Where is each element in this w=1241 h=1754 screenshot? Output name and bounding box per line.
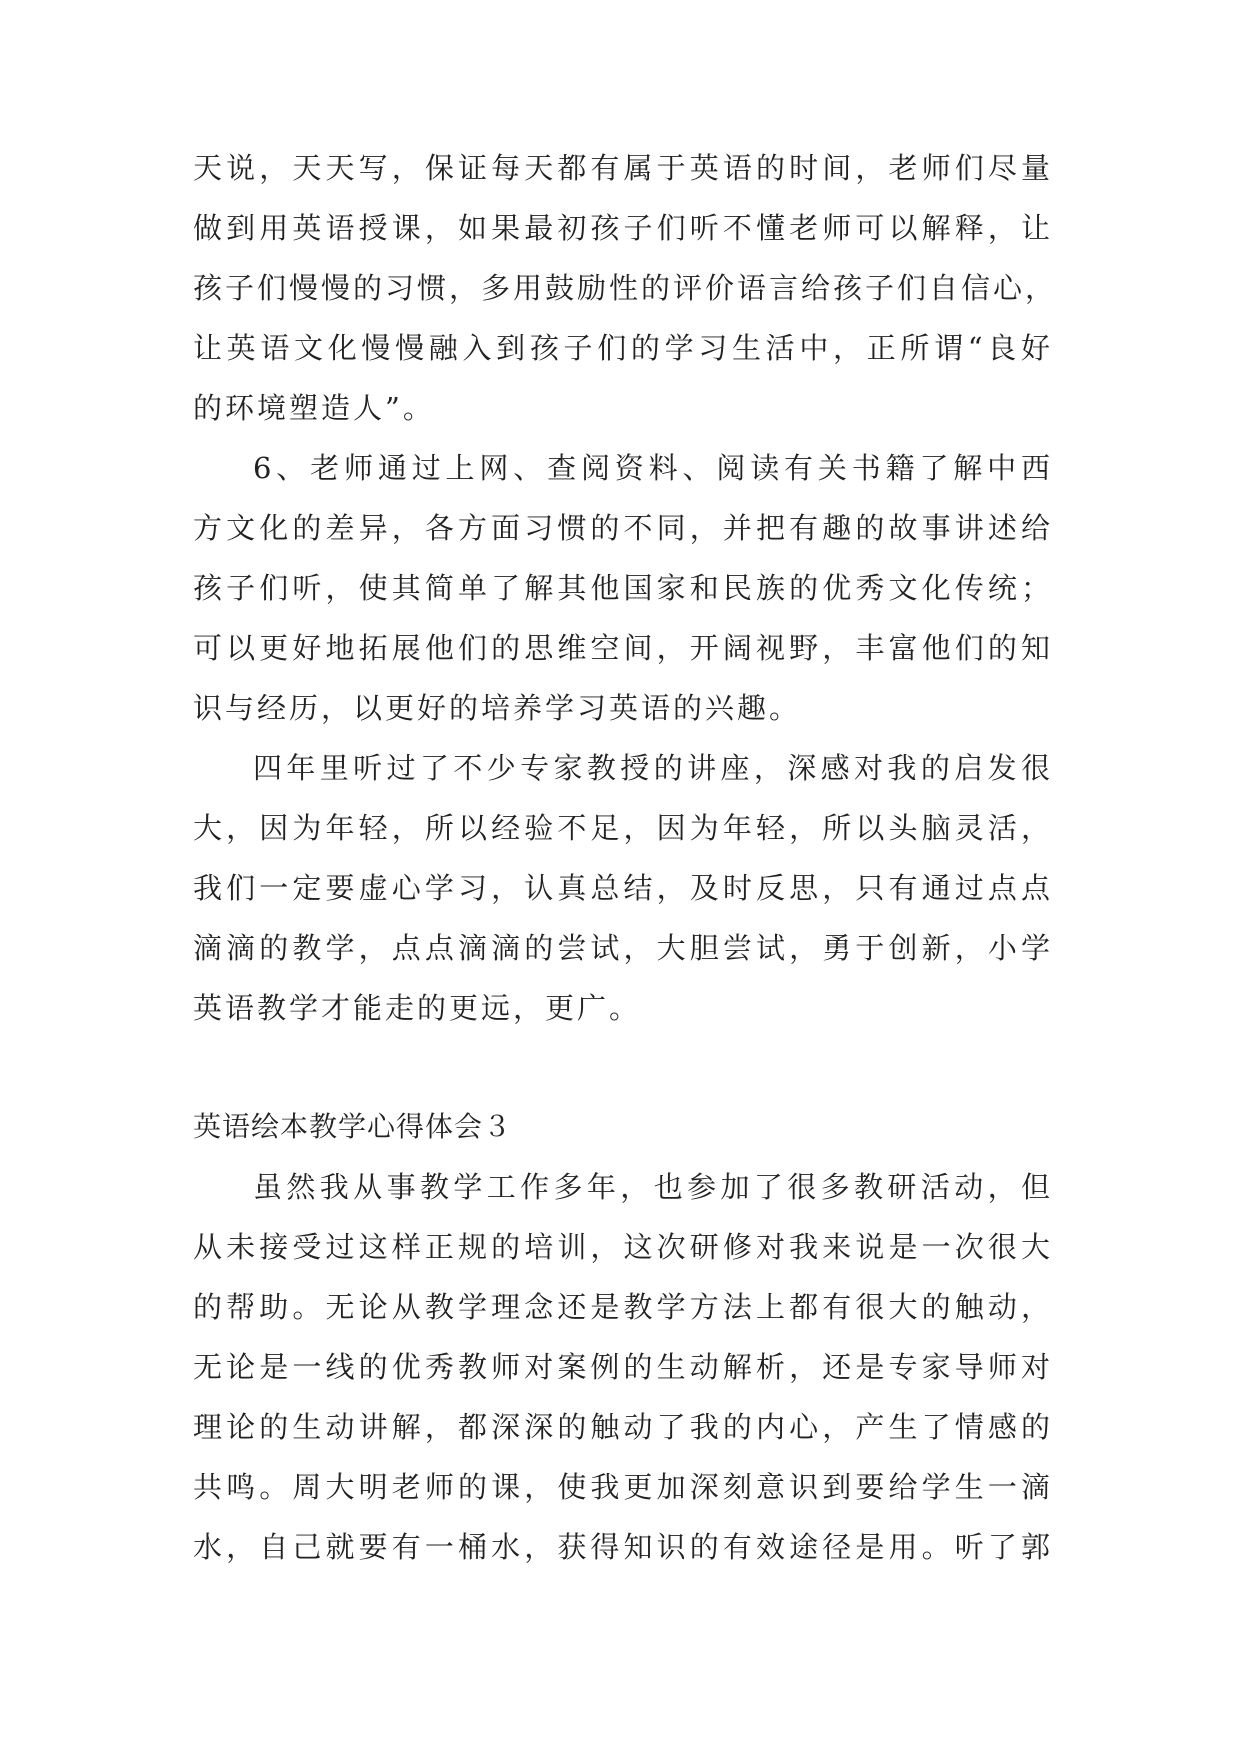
section-paragraph-line-2: 从未接受过这样正规的培训，这次研修对我来说是一次很大	[193, 1230, 1053, 1264]
paragraph-1-line-3: 孩子们慢慢的习惯，多用鼓励性的评价语言给孩子们自信心，	[193, 271, 1058, 305]
paragraph-3-line-1: 四年里听过了不少专家教授的讲座，深感对我的启发很	[253, 751, 1053, 785]
paragraph-1-line-5: 的环境塑造人”。	[193, 391, 435, 425]
paragraph-3-line-4: 滴滴的教学，点点滴滴的尝试，大胆尝试，勇于创新，小学	[193, 931, 1053, 965]
paragraph-2-line-3: 孩子们听，使其简单了解其他国家和民族的优秀文化传统；	[193, 571, 1053, 605]
paragraph-1-line-1: 天说，天天写，保证每天都有属于英语的时间，老师们尽量	[193, 151, 1053, 185]
section-paragraph-line-3: 的帮助。无论从教学理念还是教学方法上都有很大的触动，	[193, 1290, 1053, 1324]
section-heading: 英语绘本教学心得体会３	[193, 1110, 513, 1143]
paragraph-2-line-2: 方文化的差异，各方面习惯的不同，并把有趣的故事讲述给	[193, 511, 1053, 545]
paragraph-1-line-2: 做到用英语授课，如果最初孩子们听不懂老师可以解释，让	[193, 211, 1053, 245]
section-paragraph-line-1: 虽然我从事教学工作多年，也参加了很多教研活动，但	[253, 1170, 1053, 1204]
paragraph-2-line-5: 识与经历，以更好的培养学习英语的兴趣。	[193, 691, 802, 725]
paragraph-3-line-3: 我们一定要虚心学习，认真总结，及时反思，只有通过点点	[193, 871, 1053, 905]
section-paragraph-line-7: 水，自己就要有一桶水，获得知识的有效途径是用。听了郭	[193, 1530, 1053, 1564]
section-paragraph-line-5: 理论的生动讲解，都深深的触动了我的内心，产生了情感的	[193, 1410, 1053, 1444]
section-paragraph-line-6: 共鸣。周大明老师的课，使我更加深刻意识到要给学生一滴	[193, 1470, 1053, 1504]
paragraph-2-line-1: 6、老师通过上网、查阅资料、阅读有关书籍了解中西	[253, 451, 1053, 485]
paragraph-2-line-4: 可以更好地拓展他们的思维空间，开阔视野，丰富他们的知	[193, 631, 1053, 665]
paragraph-3-line-2: 大，因为年轻，所以经验不足，因为年轻，所以头脑灵活，	[193, 811, 1053, 845]
section-paragraph-line-4: 无论是一线的优秀教师对案例的生动解析，还是专家导师对	[193, 1350, 1053, 1384]
paragraph-1-line-4: 让英语文化慢慢融入到孩子们的学习生活中，正所谓“良好	[193, 331, 1053, 365]
paragraph-3-line-5: 英语教学才能走的更远，更广。	[193, 991, 642, 1025]
